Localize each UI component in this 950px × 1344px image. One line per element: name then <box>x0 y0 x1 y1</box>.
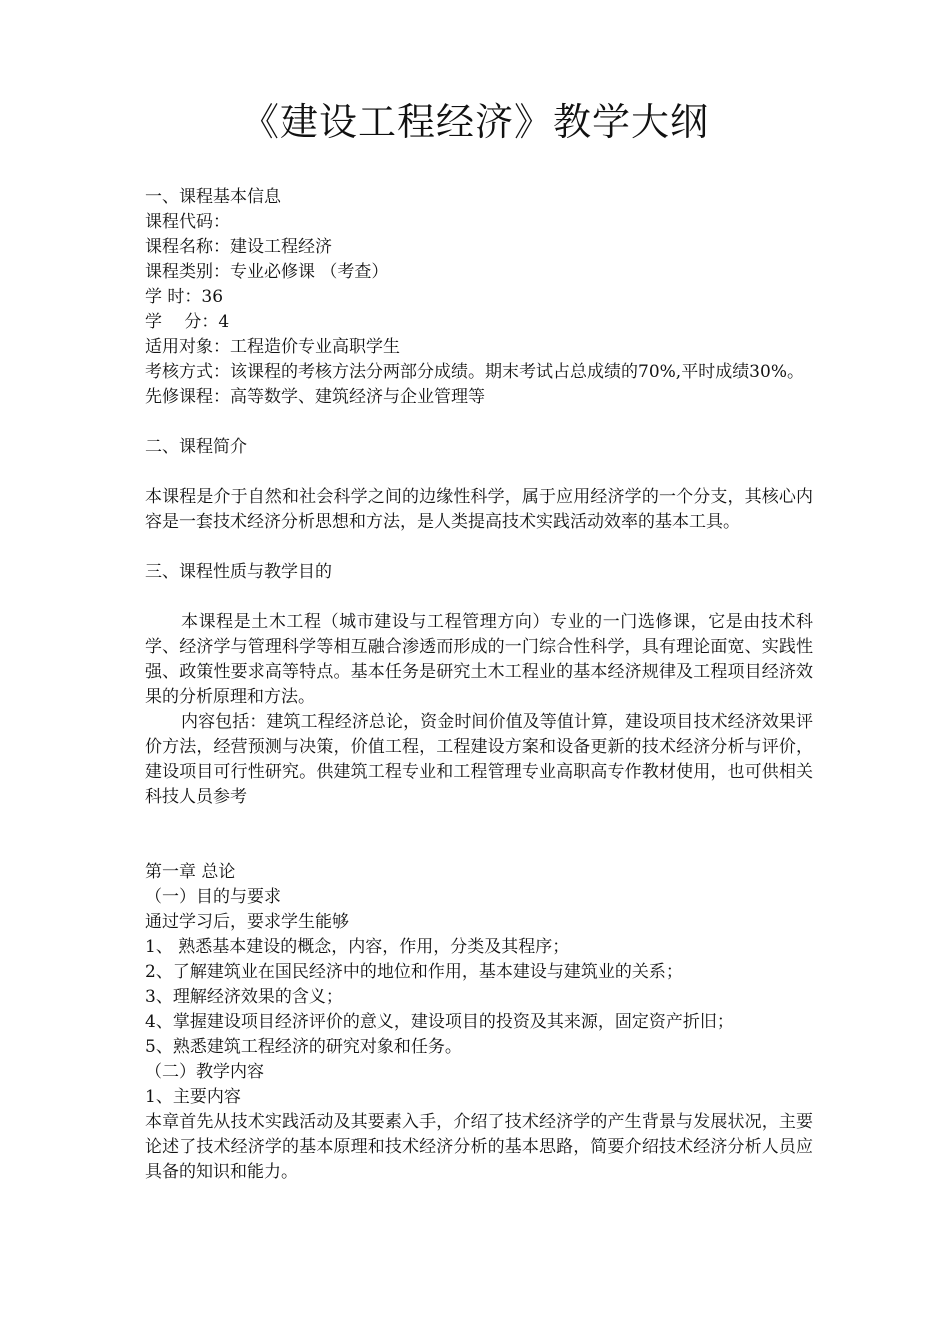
document-title: 《建设工程经济》教学大纲 <box>240 100 709 144</box>
list-item: 1、 熟悉基本建设的概念，内容，作用，分类及其程序； <box>145 937 570 957</box>
subsection-heading: （一）目的与要求 <box>145 887 281 907</box>
subsection-heading: 1、主要内容 <box>145 1087 241 1107</box>
course-code: 课程代码： <box>145 212 230 232</box>
goal-intro: 通过学习后，要求学生能够 <box>145 912 349 932</box>
content-paragraph: 内容包括：建筑工程经济总论，资金时间价值及等值计算，建设项目技术经济效果评价方法，经营预测与决策，价值工程，工程建设方案和设备更新的技术经济分析与评价，建设项目可行性研究。供建筑工程专业和工程管理专业高职高专作教材使用，也可供相关科技人员参考 <box>145 712 813 807</box>
document-body <box>145 185 813 1185</box>
course-prerequisites: 先修课程：高等数学、建筑经济与企业管理等 <box>145 387 485 407</box>
list-item: 5、熟悉建筑工程经济的研究对象和任务。 <box>145 1037 462 1057</box>
nature-paragraph: 本课程是土木工程（城市建设与工程管理方向）专业的一门选修课，它是由技术科学、经济学与管理科学等相互融合渗透而形成的一门综合性科学，具有理论面宽、实践性强、政策性要求高等特点。基本任务是研究土木工程业的基本经济规律及工程项目经济效果的分析原理和方法。 <box>145 612 813 707</box>
list-item: 3、理解经济效果的含义； <box>145 987 343 1007</box>
course-name: 课程名称：建设工程经济 <box>145 237 332 257</box>
course-hours: 学 时：36 <box>145 287 224 307</box>
section-heading: 三、课程性质与教学目的 <box>145 562 332 582</box>
course-intro-text: 本课程是介于自然和社会科学之间的边缘性科学，属于应用经济学的一个分支，其核心内容是一套技术经济分析思想和方法，是人类提高技术实践活动效率的基本工具。 <box>145 487 813 532</box>
section-heading: 二、课程简介 <box>145 437 247 457</box>
course-credits: 学 分：4 <box>145 312 230 332</box>
list-item: 4、掌握建设项目经济评价的意义，建设项目的投资及其来源，固定资产折旧； <box>145 1012 734 1032</box>
course-assessment: 考核方式：该课程的考核方法分两部分成绩。期末考试占总成绩的70%,平时成绩30%。 <box>145 362 804 382</box>
chapter-heading: 第一章 总论 <box>145 862 236 882</box>
list-item: 2、了解建筑业在国民经济中的地位和作用，基本建设与建筑业的关系； <box>145 962 683 982</box>
course-audience: 适用对象：工程造价专业高职学生 <box>145 337 400 357</box>
course-category: 课程类别：专业必修课 （考查） <box>145 262 389 282</box>
chapter-summary-text: 本章首先从技术实践活动及其要素入手，介绍了技术经济学的产生背景与发展状况，主要论述了技术经济学的基本原理和技术经济分析的基本思路，简要介绍技术经济分析人员应具备的知识和能力。 <box>145 1112 813 1182</box>
subsection-heading: （二）教学内容 <box>145 1062 264 1082</box>
section-heading: 一、课程基本信息 <box>145 187 281 207</box>
